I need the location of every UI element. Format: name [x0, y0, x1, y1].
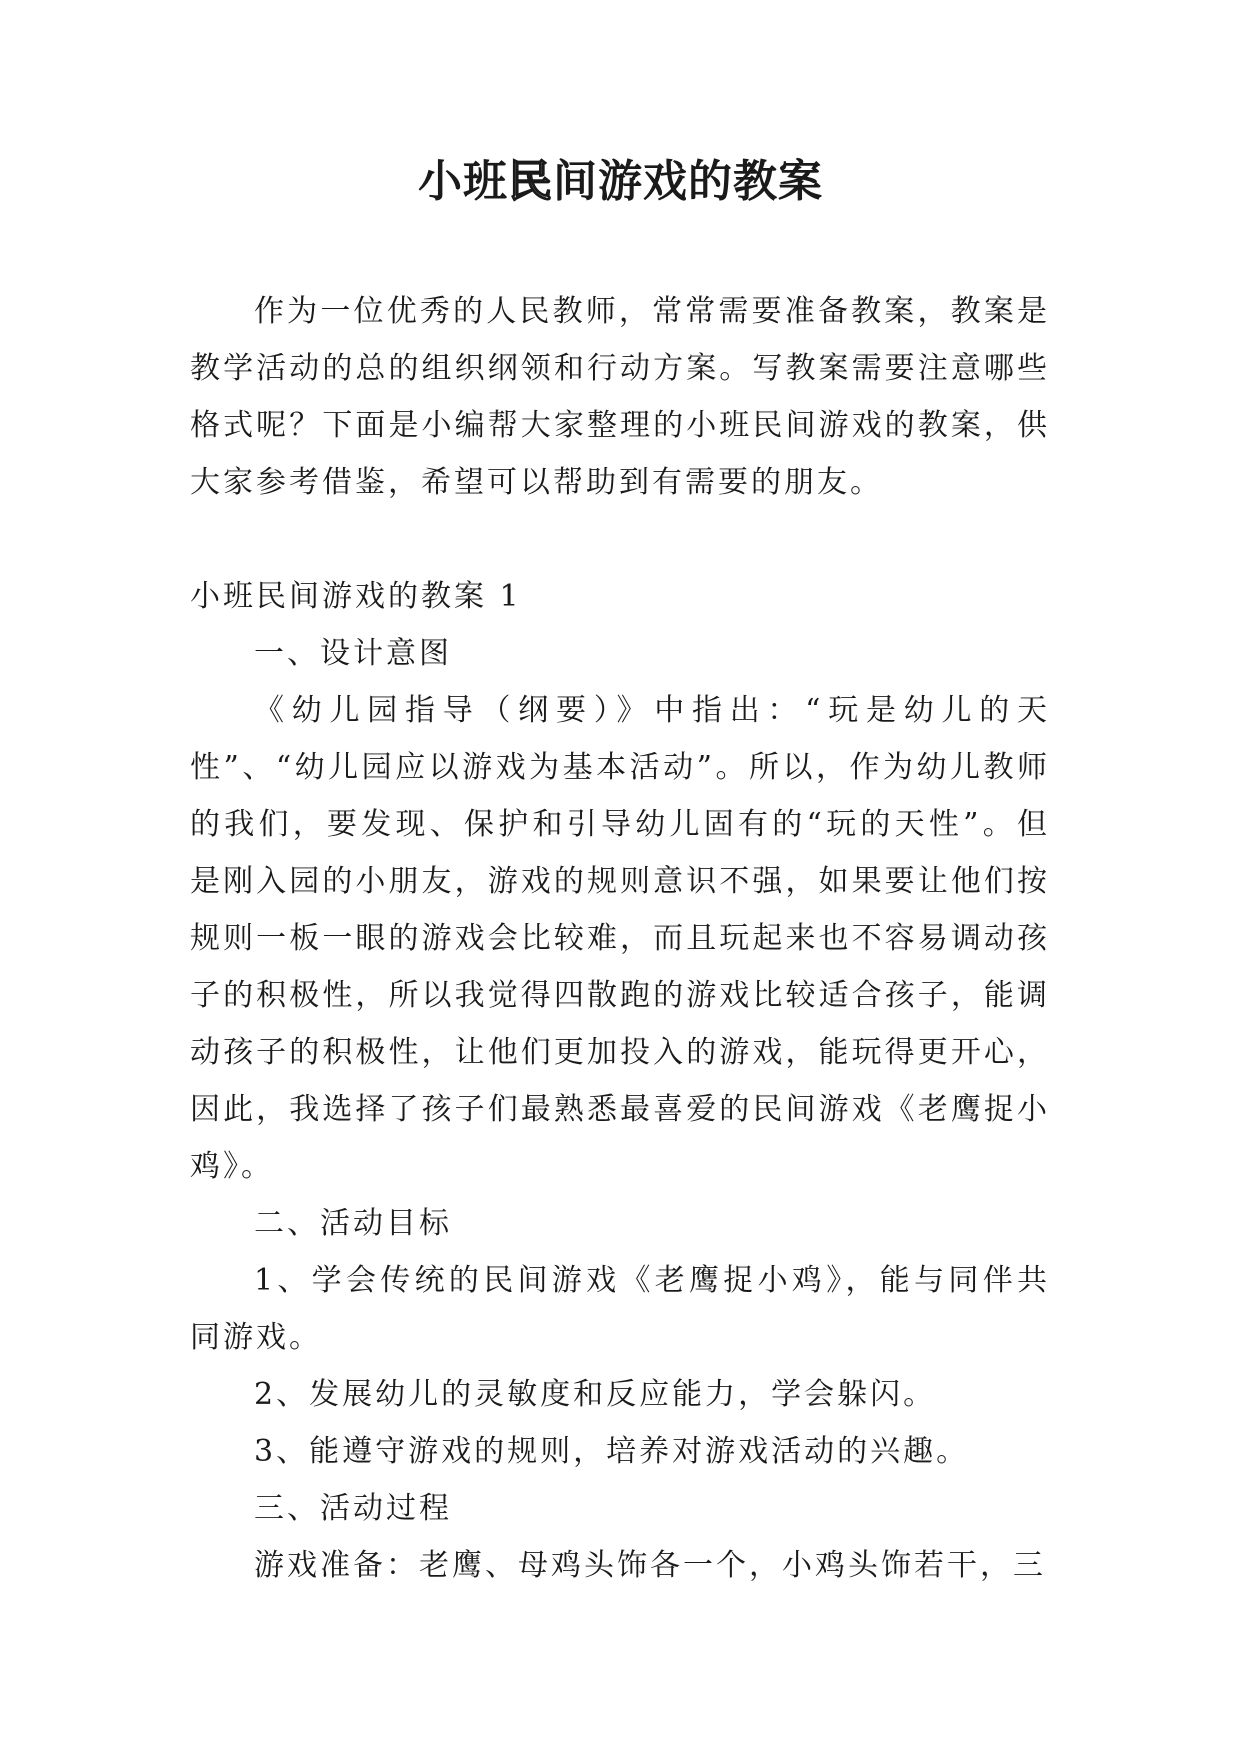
title-outlined-char: 民 — [508, 156, 553, 207]
goal-item: 3、能遵守游戏的规则，培养对游戏活动的兴趣。 — [254, 1434, 970, 1469]
part3-heading: 三、活动过程 — [254, 1491, 452, 1526]
part2-heading: 二、活动目标 — [254, 1206, 452, 1241]
title-text-pre: 小班 — [418, 156, 508, 207]
document-body — [190, 283, 1050, 1594]
intro-paragraph: 作为一位优秀的人民教师，常常需要准备教案，教案是教学活动的总的组织纲领和行动方案。写教案需要注意哪些格式呢？下面是小编帮大家整理的小班民间游戏的教案，供大家参考借鉴，希望可以帮助到有需要的朋友。 — [190, 294, 1050, 500]
section-heading: 小班民间游戏的教案 1 — [190, 579, 522, 614]
preparation-paragraph: 游戏准备：老鹰、母鸡头饰各一个，小鸡头饰若干，三 — [254, 1548, 1046, 1583]
title-text-post: 间游戏的教案 — [553, 156, 823, 207]
part1-body-paragraph: 《幼儿园指导（纲要）》中指出：“玩是幼儿的天性”、“幼儿园应以游戏为基本活动”。所以，作为幼儿教师的我们，要发现、保护和引导幼儿固有的“玩的天性”。但是刚入园的小朋友，游戏的规则意识不强，如果要让他们按规则一板一眼的游戏会比较难，而且玩起来也不容易调动孩子的积极性，所以我觉得四散跑的游戏比较适合孩子，能调动孩子的积极性，让他们更加投入的游戏，能玩得更开心，因此，我选择了孩子们最熟悉最喜爱的民间游戏《老鹰捉小鸡》。 — [190, 693, 1050, 1184]
goal-item: 2、发展幼儿的灵敏度和反应能力，学会躲闪。 — [254, 1377, 937, 1412]
goal-item: 1、学会传统的民间游戏《老鹰捉小鸡》，能与同伴共同游戏。 — [190, 1263, 1050, 1355]
document-title — [0, 150, 1241, 214]
part1-heading: 一、设计意图 — [254, 636, 452, 671]
